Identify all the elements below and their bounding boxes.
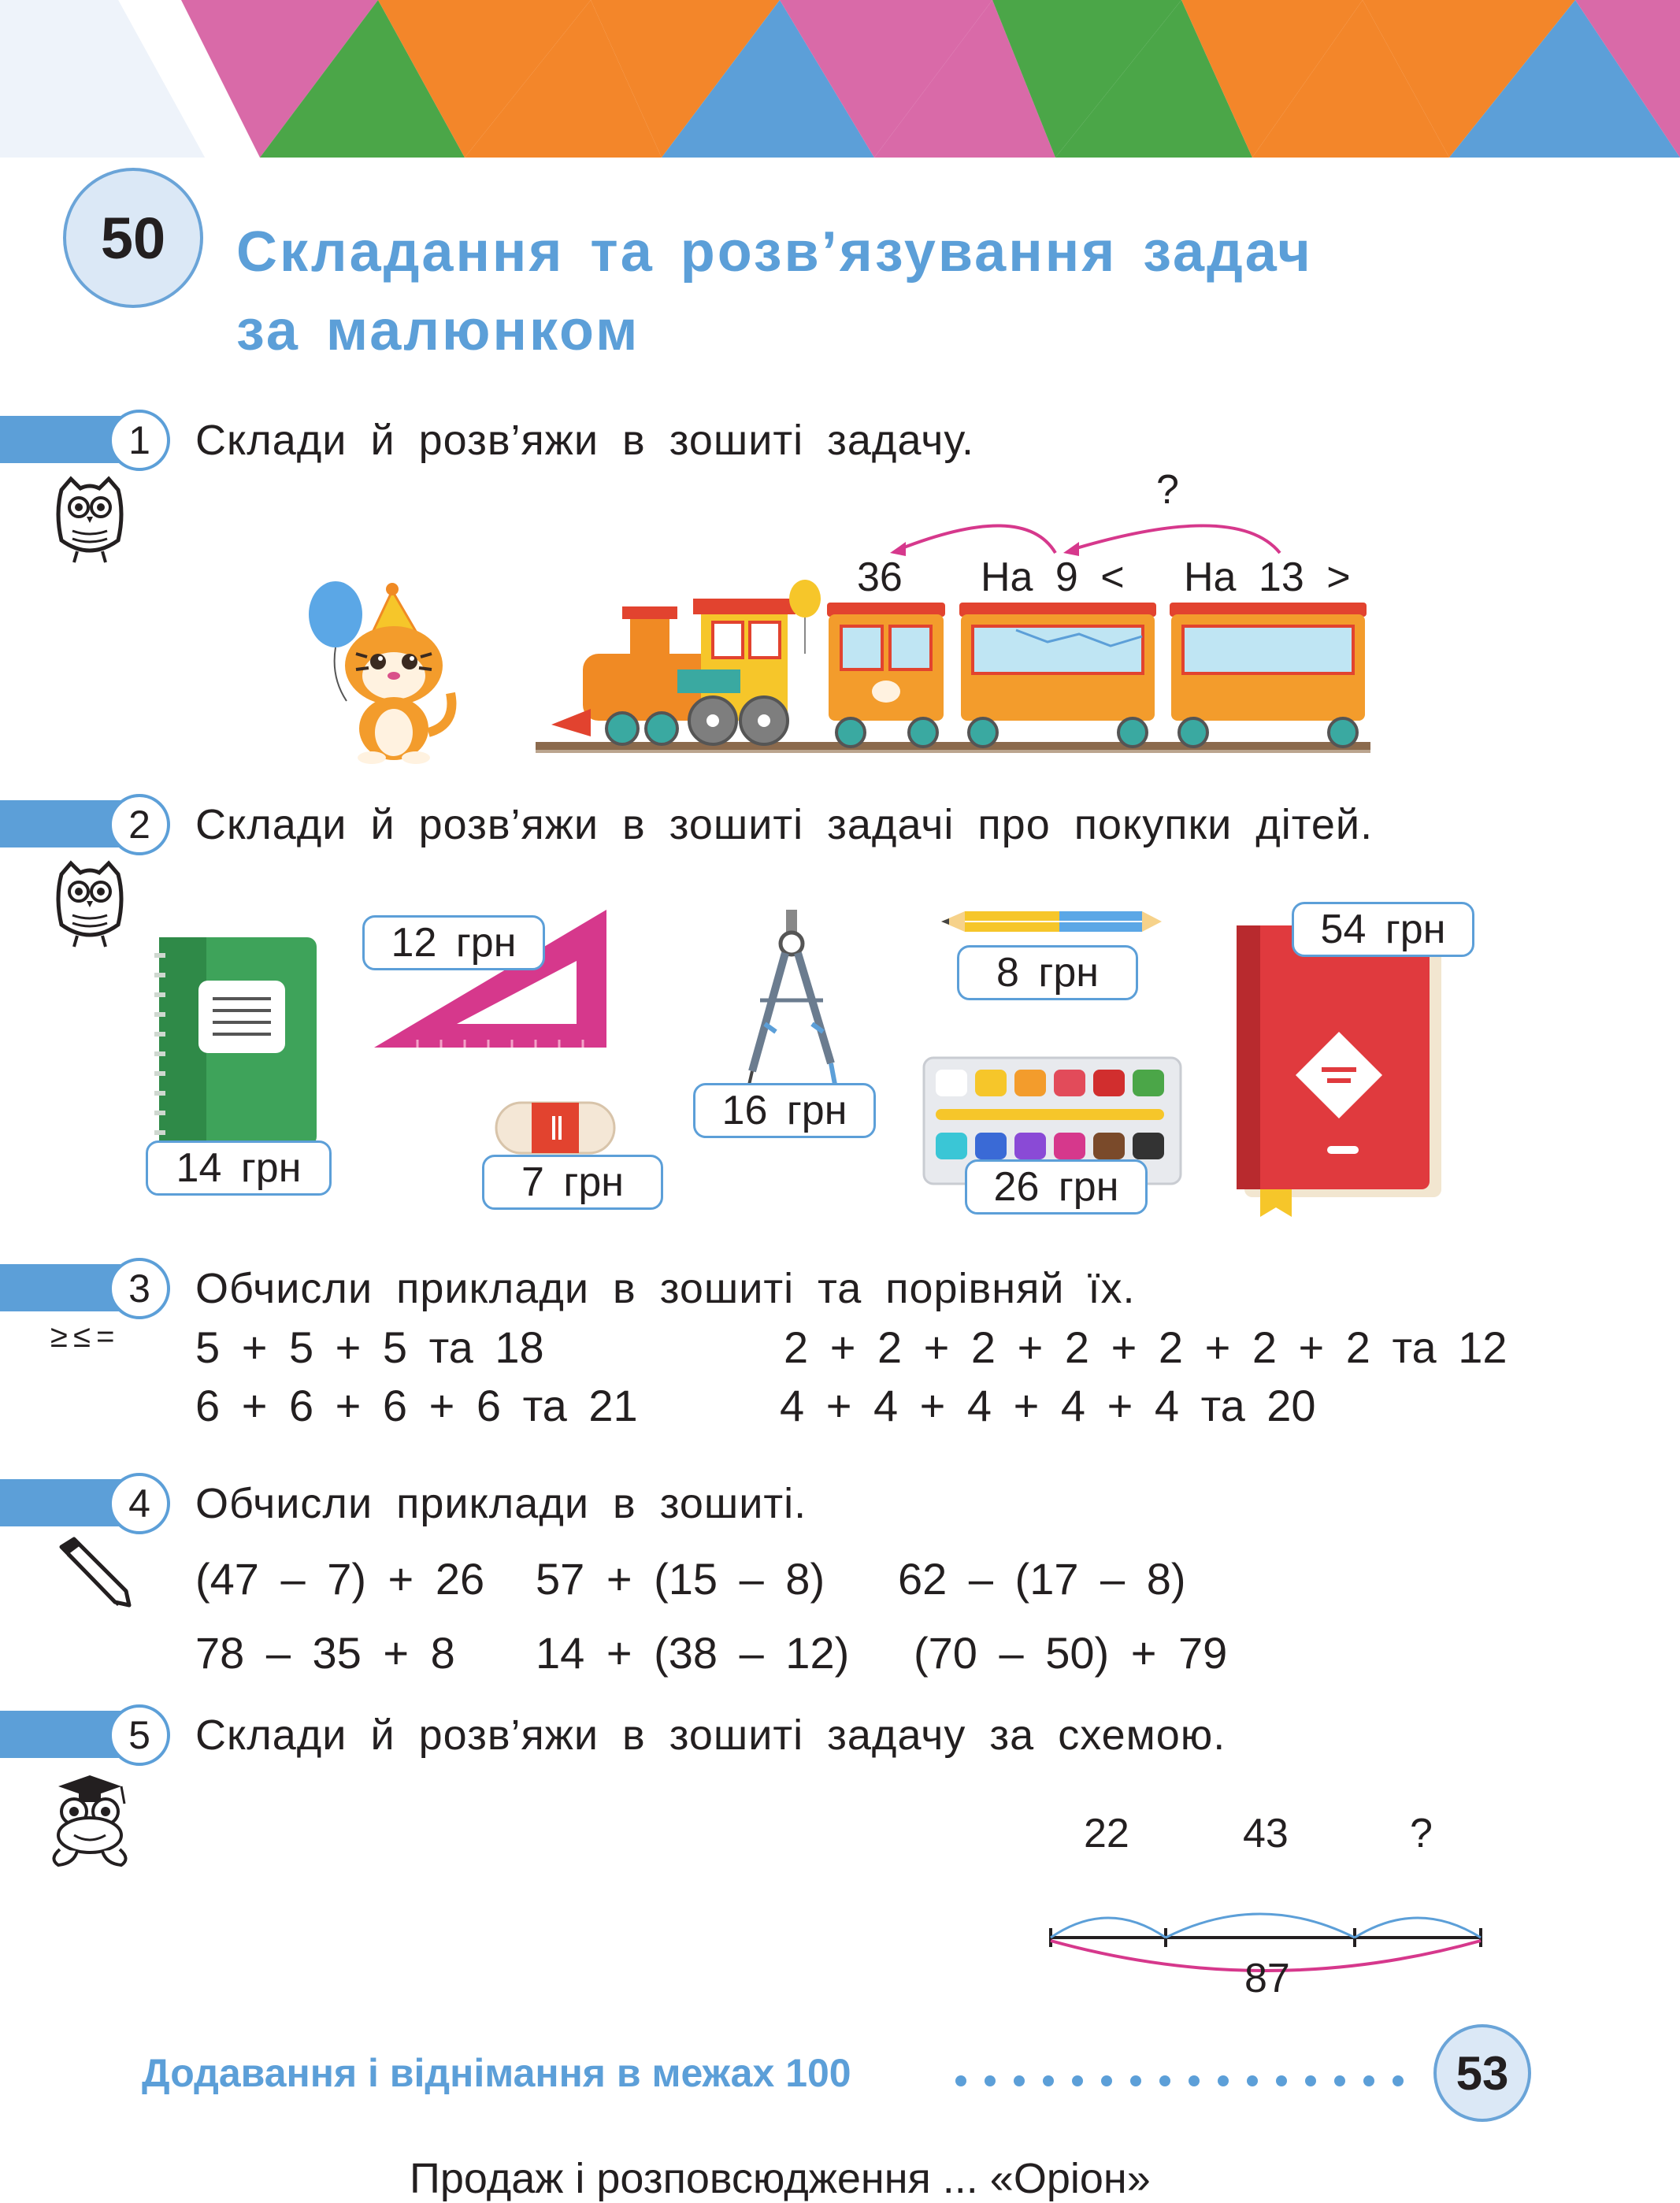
section-title: Додавання і віднімання в межах 100 [142, 2051, 851, 2095]
task-2-number-badge [109, 794, 170, 855]
eraser-illustration [492, 1099, 618, 1157]
task-3-expression: 5 + 5 + 5 та 18 [195, 1322, 544, 1372]
page-number: 53 [1456, 2046, 1509, 2100]
task-1-question: ? [1156, 467, 1179, 513]
task-4-text: Обчисли приклади в зошиті. [195, 1480, 807, 1527]
task-4-expression: 57 + (15 – 8) [536, 1554, 825, 1604]
task-3-number-badge [109, 1258, 170, 1319]
car-3-label: На 13 > [1184, 554, 1351, 600]
task-2-text: Склади й розв’яжи в зошиті задачі про покупки дітей. [195, 801, 1374, 848]
segment-2-label: 43 [1243, 1811, 1289, 1856]
car-2-label: На 9 < [981, 554, 1125, 600]
compass-price: 16 грн [693, 1083, 876, 1138]
task-3-bar [0, 1264, 126, 1311]
triangle-price: 12 грн [362, 915, 545, 970]
pencil-icon [54, 1536, 132, 1608]
eraser-price: 7 грн [482, 1155, 663, 1210]
task-5-number-badge [109, 1704, 170, 1766]
task-4-expression: 78 – 35 + 8 [195, 1628, 455, 1678]
compass-illustration [736, 906, 847, 1095]
task-2-bar [0, 800, 126, 847]
notebook-illustration [151, 937, 326, 1150]
task-3-number: 3 [128, 1267, 150, 1311]
task-3-text: Обчисли приклади в зошиті та порівняй їх. [195, 1265, 1136, 1312]
task-1-number: 1 [128, 418, 150, 462]
task-1-bar [0, 416, 126, 463]
owl-icon [54, 474, 126, 566]
notebook-price: 14 грн [146, 1140, 332, 1196]
lesson-title-line1: Складання та розв’язування задач [236, 221, 1313, 284]
decorative-banner [0, 0, 1680, 158]
bottom-note: Продаж і розповсюдження ... «Оріон» [410, 2155, 1151, 2202]
task-4-expression: (47 – 7) + 26 [195, 1554, 485, 1604]
task-3-expression: 4 + 4 + 4 + 4 + 4 та 20 [780, 1381, 1316, 1430]
pencil-price: 8 грн [957, 945, 1138, 1000]
task-5-text: Склади й розв’яжи в зошиті задачу за схемою. [195, 1712, 1226, 1759]
task-5-bar [0, 1711, 126, 1758]
tiger-with-balloon-illustration [299, 575, 465, 764]
task-4-expression: 14 + (38 – 12) [536, 1628, 850, 1678]
task-4-number-badge [109, 1473, 170, 1534]
task-4-expression: (70 – 50) + 79 [914, 1628, 1228, 1678]
segment-1-label: 22 [1084, 1811, 1129, 1856]
segment-3-label: ? [1410, 1811, 1433, 1856]
owl-icon [54, 859, 126, 950]
frog-with-cap-icon [43, 1772, 137, 1870]
task-3-expression: 2 + 2 + 2 + 2 + 2 + 2 + 2 та 12 [784, 1322, 1508, 1372]
car-1-label: 36 [857, 554, 903, 600]
compare-signs-icon: ≥ ≤ = [50, 1319, 113, 1354]
task-4-bar [0, 1479, 126, 1526]
lesson-number: 50 [100, 205, 166, 271]
lesson-title-line2: за малюнком [236, 299, 640, 362]
book-price: 54 грн [1292, 902, 1474, 957]
task-5-number: 5 [128, 1713, 150, 1757]
pencil-illustration [937, 907, 1166, 936]
total-label: 87 [1244, 1956, 1290, 2001]
task-4-number: 4 [128, 1482, 150, 1526]
book-illustration [1237, 925, 1441, 1217]
task-1-text: Склади й розв’яжи в зошиті задачу. [195, 417, 975, 464]
paints-price: 26 грн [965, 1159, 1148, 1215]
dotted-leader [953, 2065, 1426, 2097]
lesson-title [236, 213, 1313, 370]
page-number-badge [1433, 2024, 1531, 2122]
lesson-number-badge [63, 168, 203, 308]
task-2-number: 2 [128, 803, 150, 847]
task-4-expression: 62 – (17 – 8) [898, 1554, 1186, 1604]
task-3-expression: 6 + 6 + 6 + 6 та 21 [195, 1381, 638, 1430]
task-1-number-badge [109, 410, 170, 471]
